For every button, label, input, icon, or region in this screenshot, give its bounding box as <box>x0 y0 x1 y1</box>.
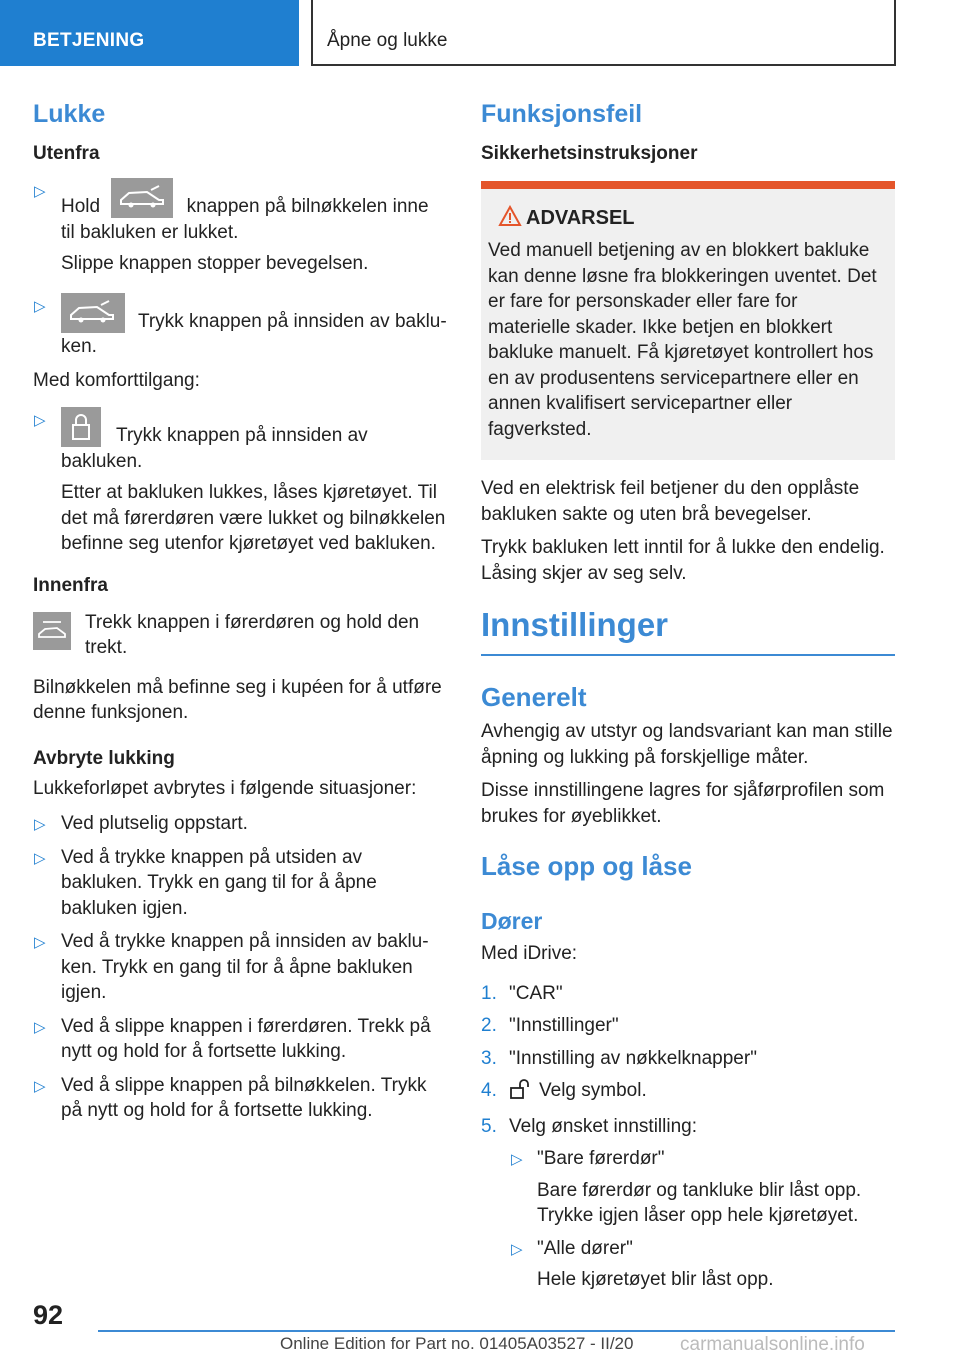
heading-dorer: Dører <box>481 908 543 934</box>
list-item-text: Ved plutselig oppstart. <box>61 813 248 834</box>
heading-funksjonsfeil: Funksjonsfeil <box>481 100 643 128</box>
warning-text: Ved manuell betjening av en blokkert bakluke kan denne løsne fra blokkeringen uventet. Det er fare for personskader eller fare for materielle skader. Ikke betjen en blokkert bakluke manuelt. Få kjøretøyet kontrollert hos en av produsentens servicepartnere eller en annen kvalifisert servicepartner eller fagverksted. <box>488 240 877 440</box>
triangle-bullet-icon: ▷ <box>511 1151 523 1168</box>
step-number: 4. <box>481 1080 497 1101</box>
tailgate-button-icon <box>61 293 125 333</box>
option-item <box>481 1146 895 1229</box>
fault-paragraph-2: Trykk bakluken lett inntil for å lukke den endelig. Låsing skjer av seg selv. <box>481 537 885 584</box>
inside-instruction <box>33 610 447 661</box>
page-header <box>0 0 960 66</box>
comfort-access-label: Med komforttilgang: <box>33 369 200 391</box>
abort-intro: Lukkeforløpet avbrytes i følgende situasjoner: <box>33 777 417 799</box>
right-column <box>481 100 895 1300</box>
warning-title <box>488 207 881 230</box>
list-item <box>33 407 447 557</box>
list-item-text: knappen på bilnøkkelen inne til bakluken er lukket. <box>61 196 429 243</box>
list-item <box>33 178 447 277</box>
triangle-bullet-icon: ▷ <box>511 1240 523 1258</box>
idrive-label: Med iDrive: <box>481 943 578 964</box>
left-column <box>33 100 447 1132</box>
heading-sikkerhet: Sikkerhetsinstruksjoner <box>481 143 698 164</box>
step-number: 5. <box>481 1115 497 1137</box>
option-item <box>481 1236 895 1293</box>
numbered-step <box>481 1078 895 1107</box>
triangle-bullet-icon: ▷ <box>34 183 46 200</box>
inside-note: Bilnøkkelen må befinne seg i kupéen for å utføre denne funksjonen. <box>33 676 442 723</box>
option-description: Hele kjøretøyet blir låst opp. <box>537 1269 774 1290</box>
warning-icon <box>498 205 522 227</box>
step-number: 3. <box>481 1047 497 1069</box>
heading-generelt: Generelt <box>481 682 587 712</box>
section-label: BETJENING <box>33 30 145 51</box>
triangle-bullet-icon: ▷ <box>34 1018 46 1036</box>
tailgate-button-icon <box>111 178 173 218</box>
door-button-icon <box>33 612 71 650</box>
option-label: "Alle dører" <box>537 1237 633 1259</box>
triangle-bullet-icon: ▷ <box>34 816 46 833</box>
page-number: 92 <box>33 1300 64 1330</box>
list-item-text: Ved å slippe knappen på bilnøkkelen. Trykk på nytt og hold for å fortsette lukking. <box>61 1074 427 1121</box>
numbered-step <box>481 1013 895 1039</box>
watermark: carmanualsonline.info <box>680 1334 865 1355</box>
unlock-icon <box>509 1079 535 1107</box>
list-item-text: Hold <box>61 196 101 217</box>
list-item <box>33 811 447 837</box>
list-item-text: Ved å trykke knappen på utsiden av bakluken. Trykk en gang til for å åpne bakluken igjen. <box>61 846 377 919</box>
heading-lukke: Lukke <box>33 100 106 128</box>
chapter-label: Åpne og lukke <box>327 30 448 51</box>
list-item <box>33 845 447 922</box>
numbered-step <box>481 981 895 1007</box>
inside-text: Trekk knappen i førerdøren og hold den trekt. <box>85 611 420 658</box>
list-item <box>33 293 447 360</box>
triangle-bullet-icon: ▷ <box>34 297 46 315</box>
heading-innstillinger: Innstillinger <box>481 606 895 656</box>
triangle-bullet-icon: ▷ <box>34 849 46 867</box>
fault-paragraph-1: Ved en elektrisk feil betjener du den opplåste bakluken sakte og uten brå bevegelser. <box>481 478 860 525</box>
general-paragraph-2: Disse innstillingene lagres for sjåførprofilen som brukes for øyeblikket. <box>481 780 885 827</box>
edition-text: Online Edition for Part no. 01405A03527 - II/20 <box>280 1334 634 1353</box>
list-item <box>33 929 447 1006</box>
heading-lase: Låse opp og låse <box>481 851 692 881</box>
section-tab <box>0 0 299 66</box>
list-item-text: Ved å trykke knappen på innsiden av bakluken. Trykk en gang til for å åpne bakluken igjen. <box>61 931 429 1003</box>
list-item-text: Ved å slippe knappen i førerdøren. Trekk på nytt og hold for å fortsette lukking. <box>61 1015 431 1062</box>
list-item-text: Trykk knappen på innsiden av bakluken. <box>61 310 447 357</box>
step-text: Velg symbol. <box>539 1080 647 1101</box>
list-item-text: Trykk knappen på innsiden av bakluken. <box>61 425 368 472</box>
list-item-continuation: Slippe knappen stopper bevegelsen. <box>61 253 369 274</box>
step-text: "CAR" <box>509 982 563 1004</box>
heading-utenfra: Utenfra <box>33 143 100 164</box>
numbered-step <box>481 1114 895 1140</box>
heading-avbryte: Avbryte lukking <box>33 747 175 769</box>
heading-innenfra: Innenfra <box>33 574 108 596</box>
list-item-continuation: Etter at bakluken lukkes, låses kjøretøyet. Til det må førerdøren være lukket og bilnøkkelen befinne seg utenfor kjøretøyet ved bakluken. <box>61 482 446 554</box>
step-text: Velg ønsket innstilling: <box>509 1115 697 1137</box>
triangle-bullet-icon: ▷ <box>34 1077 46 1095</box>
option-description: Bare førerdør og tankluke blir låst opp. Trykke igjen låser opp hele kjøretøyet. <box>537 1179 862 1226</box>
option-label: "Bare førerdør" <box>537 1148 665 1169</box>
list-item <box>33 1073 447 1124</box>
step-text: "Innstillinger" <box>509 1015 619 1036</box>
warning-title-text: ADVARSEL <box>526 207 635 229</box>
step-number: 2. <box>481 1015 497 1036</box>
lock-button-icon <box>61 407 101 447</box>
triangle-bullet-icon: ▷ <box>34 934 46 951</box>
triangle-bullet-icon: ▷ <box>34 412 46 429</box>
footer-divider <box>98 1330 895 1332</box>
list-item <box>33 1014 447 1065</box>
warning-box <box>481 181 895 460</box>
step-text: "Innstilling av nøkkelknapper" <box>509 1047 757 1069</box>
step-number: 1. <box>481 982 497 1004</box>
chapter-tab <box>311 0 896 66</box>
numbered-step <box>481 1046 895 1072</box>
general-paragraph-1: Avhengig av utstyr og landsvariant kan man stille åpning og lukking på forskjellige måter. <box>481 721 893 768</box>
